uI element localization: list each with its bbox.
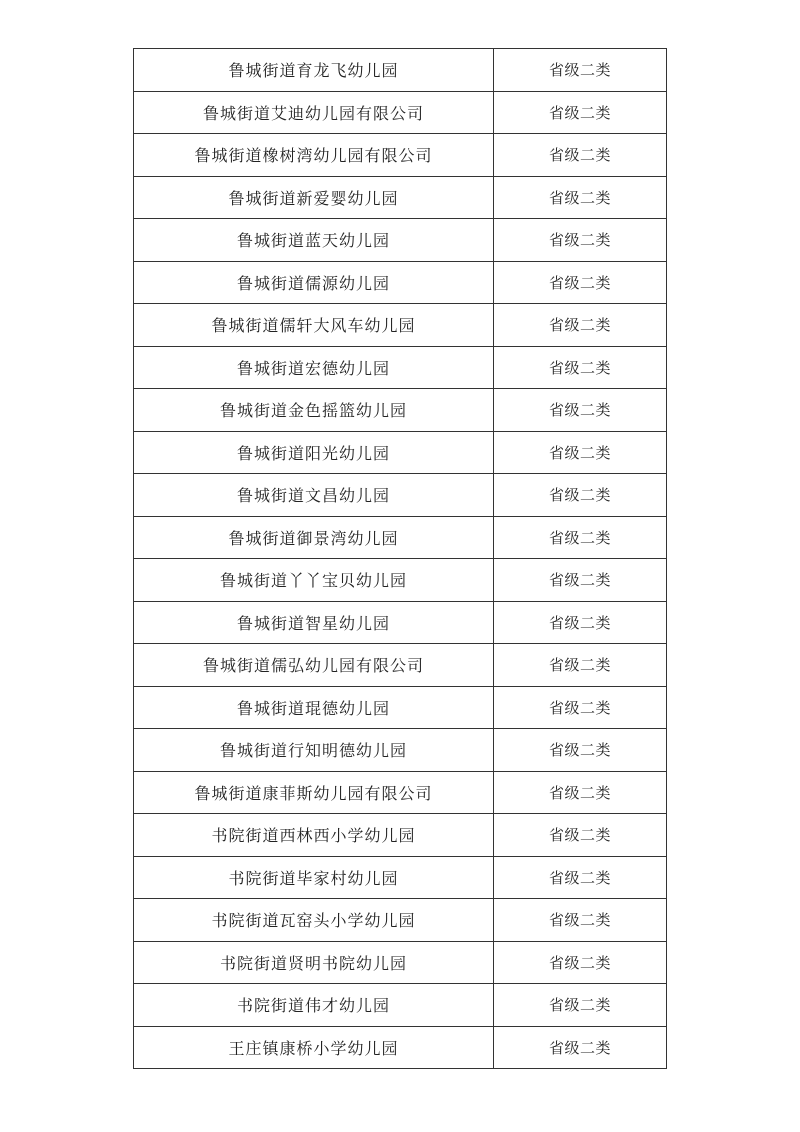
- kindergarten-name-cell: 鲁城街道御景湾幼儿园: [134, 517, 494, 559]
- rating-level-cell: 省级二类: [548, 273, 611, 292]
- kindergarten-name-cell: 书院街道西林西小学幼儿园: [134, 814, 494, 856]
- rating-level-cell: 省级二类: [548, 528, 611, 547]
- table-row: [134, 134, 666, 177]
- table-row: [134, 1027, 666, 1070]
- rating-level-cell: 省级二类: [548, 783, 611, 802]
- table-row: [134, 814, 666, 857]
- table-row: [134, 729, 666, 772]
- kindergarten-name-cell: 鲁城街道金色摇篮幼儿园: [134, 389, 494, 431]
- rating-level-cell: 省级二类: [548, 996, 611, 1015]
- rating-level-cell: 省级二类: [548, 911, 611, 930]
- kindergarten-name-cell: 鲁城街道艾迪幼儿园有限公司: [134, 92, 494, 134]
- table-row: [134, 602, 666, 645]
- rating-level-cell: 省级二类: [548, 1038, 611, 1057]
- kindergarten-name-cell: 鲁城街道儒轩大风车幼儿园: [134, 304, 494, 346]
- rating-level-cell: 省级二类: [548, 316, 611, 335]
- rating-level-cell: 省级二类: [548, 613, 611, 632]
- kindergarten-name-cell: 书院街道贤明书院幼儿园: [134, 942, 494, 984]
- table-row: [134, 262, 666, 305]
- rating-level-cell: 省级二类: [548, 61, 611, 80]
- table-row: [134, 984, 666, 1027]
- rating-level-cell: 省级二类: [548, 146, 611, 165]
- kindergarten-name-cell: 鲁城街道康菲斯幼儿园有限公司: [134, 772, 494, 814]
- table-row: [134, 177, 666, 220]
- table-row: [134, 92, 666, 135]
- rating-level-cell: 省级二类: [548, 868, 611, 887]
- kindergarten-name-cell: 鲁城街道儒弘幼儿园有限公司: [134, 644, 494, 686]
- kindergarten-name-cell: 鲁城街道橡树湾幼儿园有限公司: [134, 134, 494, 176]
- table-row: [134, 517, 666, 560]
- table-row: [134, 49, 666, 92]
- rating-level-cell: 省级二类: [548, 953, 611, 972]
- kindergarten-name-cell: 鲁城街道阳光幼儿园: [134, 432, 494, 474]
- kindergarten-name-cell: 王庄镇康桥小学幼儿园: [134, 1027, 494, 1069]
- table-row: [134, 432, 666, 475]
- table-row: [134, 942, 666, 985]
- kindergarten-name-cell: 鲁城街道育龙飞幼儿园: [134, 49, 494, 91]
- table-row: [134, 772, 666, 815]
- rating-level-cell: 省级二类: [548, 571, 611, 590]
- table-row: [134, 559, 666, 602]
- kindergarten-name-cell: 鲁城街道文昌幼儿园: [134, 474, 494, 516]
- rating-level-cell: 省级二类: [548, 656, 611, 675]
- kindergarten-name-cell: 书院街道毕家村幼儿园: [134, 857, 494, 899]
- rating-level-cell: 省级二类: [548, 698, 611, 717]
- kindergarten-name-cell: 鲁城街道智星幼儿园: [134, 602, 494, 644]
- table-row: [134, 687, 666, 730]
- table-row: [134, 644, 666, 687]
- kindergarten-table: [133, 48, 667, 1069]
- rating-level-cell: 省级二类: [548, 401, 611, 420]
- rating-level-cell: 省级二类: [548, 741, 611, 760]
- kindergarten-name-cell: 鲁城街道新爱婴幼儿园: [134, 177, 494, 219]
- table-row: [134, 474, 666, 517]
- rating-level-cell: 省级二类: [548, 231, 611, 250]
- kindergarten-name-cell: 鲁城街道儒源幼儿园: [134, 262, 494, 304]
- table-row: [134, 347, 666, 390]
- kindergarten-name-cell: 鲁城街道宏德幼儿园: [134, 347, 494, 389]
- rating-level-cell: 省级二类: [548, 443, 611, 462]
- rating-level-cell: 省级二类: [548, 486, 611, 505]
- table-row: [134, 857, 666, 900]
- table-row: [134, 389, 666, 432]
- rating-level-cell: 省级二类: [548, 826, 611, 845]
- rating-level-cell: 省级二类: [548, 103, 611, 122]
- kindergarten-name-cell: 鲁城街道蓝天幼儿园: [134, 219, 494, 261]
- table-row: [134, 219, 666, 262]
- table-row: [134, 304, 666, 347]
- kindergarten-name-cell: 鲁城街道丫丫宝贝幼儿园: [134, 559, 494, 601]
- kindergarten-name-cell: 鲁城街道行知明德幼儿园: [134, 729, 494, 771]
- table-row: [134, 899, 666, 942]
- kindergarten-name-cell: 鲁城街道琨德幼儿园: [134, 687, 494, 729]
- rating-level-cell: 省级二类: [548, 358, 611, 377]
- rating-level-cell: 省级二类: [548, 188, 611, 207]
- kindergarten-name-cell: 书院街道伟才幼儿园: [134, 984, 494, 1026]
- kindergarten-name-cell: 书院街道瓦窑头小学幼儿园: [134, 899, 494, 941]
